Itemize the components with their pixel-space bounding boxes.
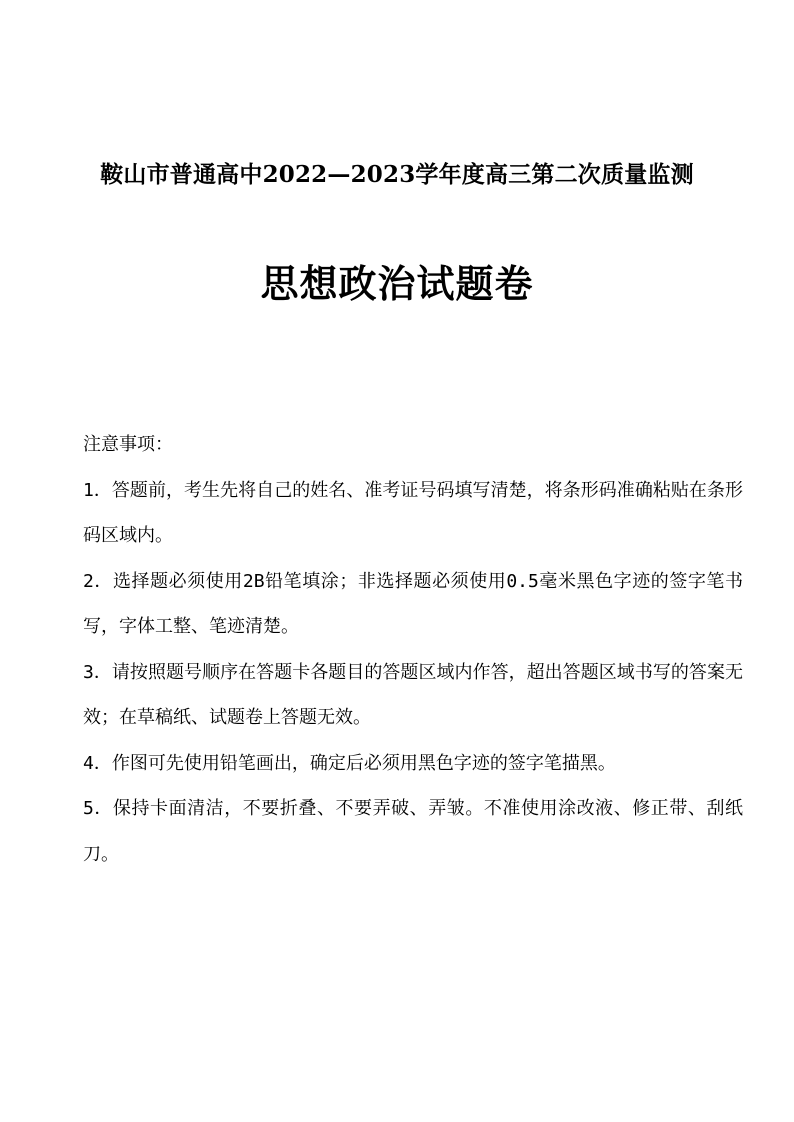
instruction-item-5: 5．保持卡面清洁，不要折叠、不要弄破、弄皱。不准使用涂改液、修正带、刮纸刀。 [83,798,743,865]
instruction-item-3: 3．请按照题号顺序在答题卡各题目的答题区域内作答，超出答题区域书写的答案无效；在草稿纸、试题卷上答题无效。 [83,661,743,728]
exam-title: 思想政治试题卷 [260,261,534,306]
instruction-item-1: 1．答题前，考生先将自己的姓名、准考证号码填写清楚，将条形码准确粘贴在条形码区域内。 [83,479,743,546]
instruction-item-2: 2．选择题必须使用2B铅笔填涂；非选择题必须使用0.5毫米黑色字迹的签字笔书写，字体工整、笔迹清楚。 [83,570,743,637]
instruction-item-4: 4．作图可先使用铅笔画出，确定后必须用黑色字迹的签字笔描黑。 [83,752,616,774]
instructions-heading: 注意事项： [83,434,173,455]
exam-subtitle: 鞍山市普通高中2022—2023学年度高三第二次质量监测 [100,161,694,188]
instructions-section [83,422,743,877]
